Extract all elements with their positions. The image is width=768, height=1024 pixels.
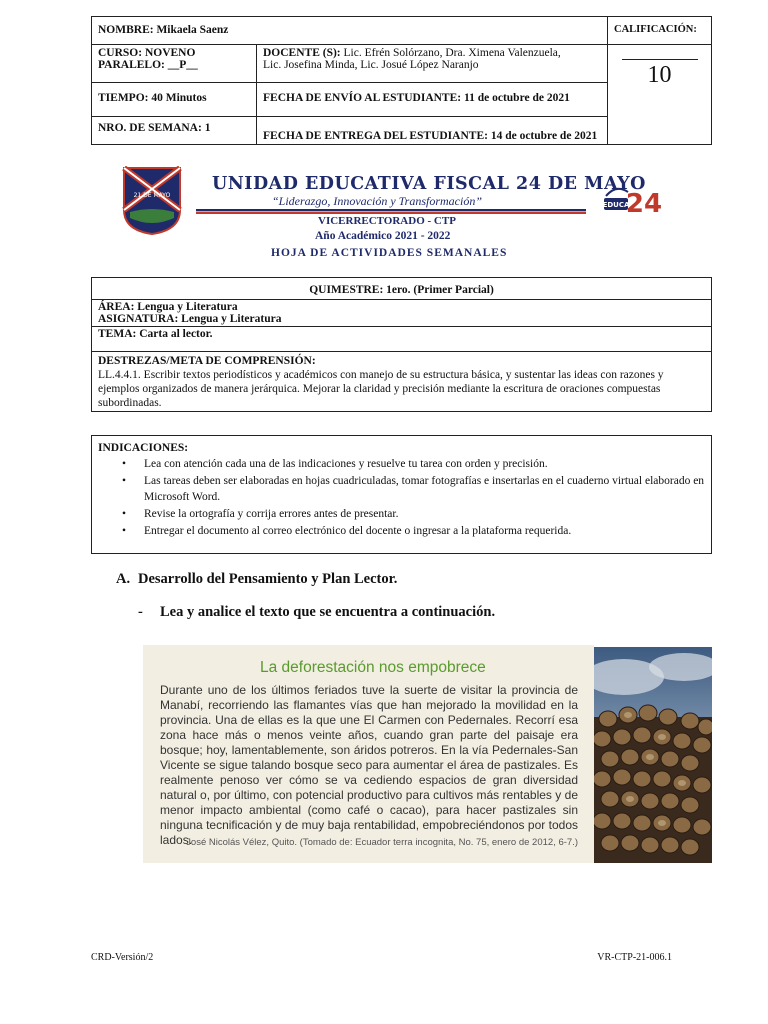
grade-value: 10 xyxy=(647,62,672,88)
educa-24-logo-icon xyxy=(602,180,662,222)
indicaciones-box xyxy=(91,435,712,554)
school-banner xyxy=(100,152,712,270)
academic-year: Año Académico 2021 - 2022 xyxy=(315,230,451,242)
footer-code: VR-CTP-21-006.1 xyxy=(597,952,672,963)
shield-text: 21 DE MAYO xyxy=(133,192,171,199)
student-name: NOMBRE: Mikaela Saenz xyxy=(92,17,608,45)
list-item: • Entregar el documento al correo electrónico del docente o ingresar a la plataforma requerida. xyxy=(144,523,705,539)
docente-names-1: Lic. Efrén Solórzano, Dra. Ximena Valenzuela, xyxy=(343,47,561,59)
curso: CURSO: NOVENO xyxy=(98,47,196,59)
curso-cell xyxy=(92,45,257,83)
school-shield-icon xyxy=(122,166,182,236)
logo-text: EDUCA xyxy=(602,201,630,209)
section-a-title: Desarrollo del Pensamiento y Plan Lector. xyxy=(138,571,398,587)
destrezas xyxy=(92,352,711,411)
header-table xyxy=(91,16,712,145)
reading-title: La deforestación nos empobrece xyxy=(260,659,486,676)
subject-info-box xyxy=(91,277,712,412)
reading-body: Durante uno de los últimos feriados tuve la suerte de visitar la provincia de Manabí, recorriendo las flamantes vías que han mejorado la movilidad en la provincia. Una de ellas es la que une El Carmen con Pedernales. Recorrí esa zona hace más o menos veinte años, cuando gran parte del paisaje era bosque; hoy, lamentablemente, son áridos potreros. En la vía Pedernales-San Vicente se sigue talando bosque seco para aumentar el área de pastizales. Es realmente penoso ver cómo se va cediendo espacios de gran diversidad natural o, por último, con potencial productivo para cultivos más rentables y de menor impacto ambiental (como café o cacao), para hacer pastizales sin ninguna tecnificación y de muy baja rentabilidad, empobreciéndonos por todos lados. xyxy=(160,683,578,847)
quimestre: QUIMESTRE: 1ero. (Primer Parcial) xyxy=(92,278,711,300)
school-motto: “Liderazgo, Innovación y Transformación” xyxy=(272,194,483,208)
fecha-envio: FECHA DE ENVÍO AL ESTUDIANTE: 11 de octubre de 2021 xyxy=(257,83,608,117)
grade-cell xyxy=(608,45,712,145)
destrezas-text: LL.4.4.1. Escribir textos periodísticos y académicos con manejo de su estructura básica, y sustentar las ideas con razones y ejemplos organizados de manera jerárquica. Mejorar la claridad y precisión mediante la escritura de oraciones compuestas subordinadas. xyxy=(98,369,664,409)
semana: NRO. DE SEMANA: 1 xyxy=(92,117,257,145)
asignatura: ASIGNATURA: Lengua y Literatura xyxy=(98,313,282,325)
tema: TEMA: Carta al lector. xyxy=(92,327,711,352)
banner-stripe xyxy=(196,209,586,214)
reading-instruction xyxy=(138,604,495,621)
destrezas-label: DESTREZAS/META DE COMPRENSIÓN: xyxy=(98,355,316,367)
area-asignatura xyxy=(92,300,711,327)
calificacion-label: CALIFICACIÓN: xyxy=(608,17,712,45)
instruction-text: Lea y analice el texto que se encuentra a continuación. xyxy=(160,604,496,620)
list-item: • Revise la ortografía y corrija errores antes de presentar. xyxy=(144,506,705,522)
docente-names-2: Lic. Josefina Minda, Lic. Josué López Naranjo xyxy=(263,59,479,71)
sheet-title: HOJA DE ACTIVIDADES SEMANALES xyxy=(271,247,508,259)
list-item: • Lea con atención cada una de las indicaciones y resuelve tu tarea con orden y precisión. xyxy=(144,456,705,472)
section-a-label: A. xyxy=(116,571,131,587)
docente-label: DOCENTE (S): xyxy=(263,47,341,59)
section-a-heading xyxy=(116,571,397,588)
indicaciones-list xyxy=(98,456,705,539)
fecha-entrega: FECHA DE ENTREGA DEL ESTUDIANTE: 14 de octubre de 2021 xyxy=(257,117,608,145)
logo-number: 24 xyxy=(625,189,662,219)
vicerrectorado: VICERRECTORADO - CTP xyxy=(318,215,456,227)
grade-line xyxy=(622,59,698,60)
logs-photo-image xyxy=(594,647,712,863)
indicaciones-title: INDICACIONES: xyxy=(98,442,189,454)
paralelo: PARALELO: __P__ xyxy=(98,59,198,71)
school-name: UNIDAD EDUCATIVA FISCAL 24 DE MAYO xyxy=(212,174,646,194)
footer-version: CRD-Versión/2 xyxy=(91,952,154,963)
tiempo: TIEMPO: 40 Minutos xyxy=(92,83,257,117)
docente-cell xyxy=(257,45,608,83)
reading-citation: José Nicolás Vélez, Quito. (Tomado de: Ecuador terra incognita, No. 75, enero de 2012, 6-7.) xyxy=(186,837,578,848)
area: ÁREA: Lengua y Literatura xyxy=(98,301,238,313)
list-item: • Las tareas deben ser elaboradas en hojas cuadriculadas, tomar fotografías e insertarlas en el cuaderno virtual elaborado en Microsoft Word. xyxy=(144,473,705,505)
reading-passage xyxy=(143,645,594,863)
instruction-dash: - xyxy=(138,604,143,620)
